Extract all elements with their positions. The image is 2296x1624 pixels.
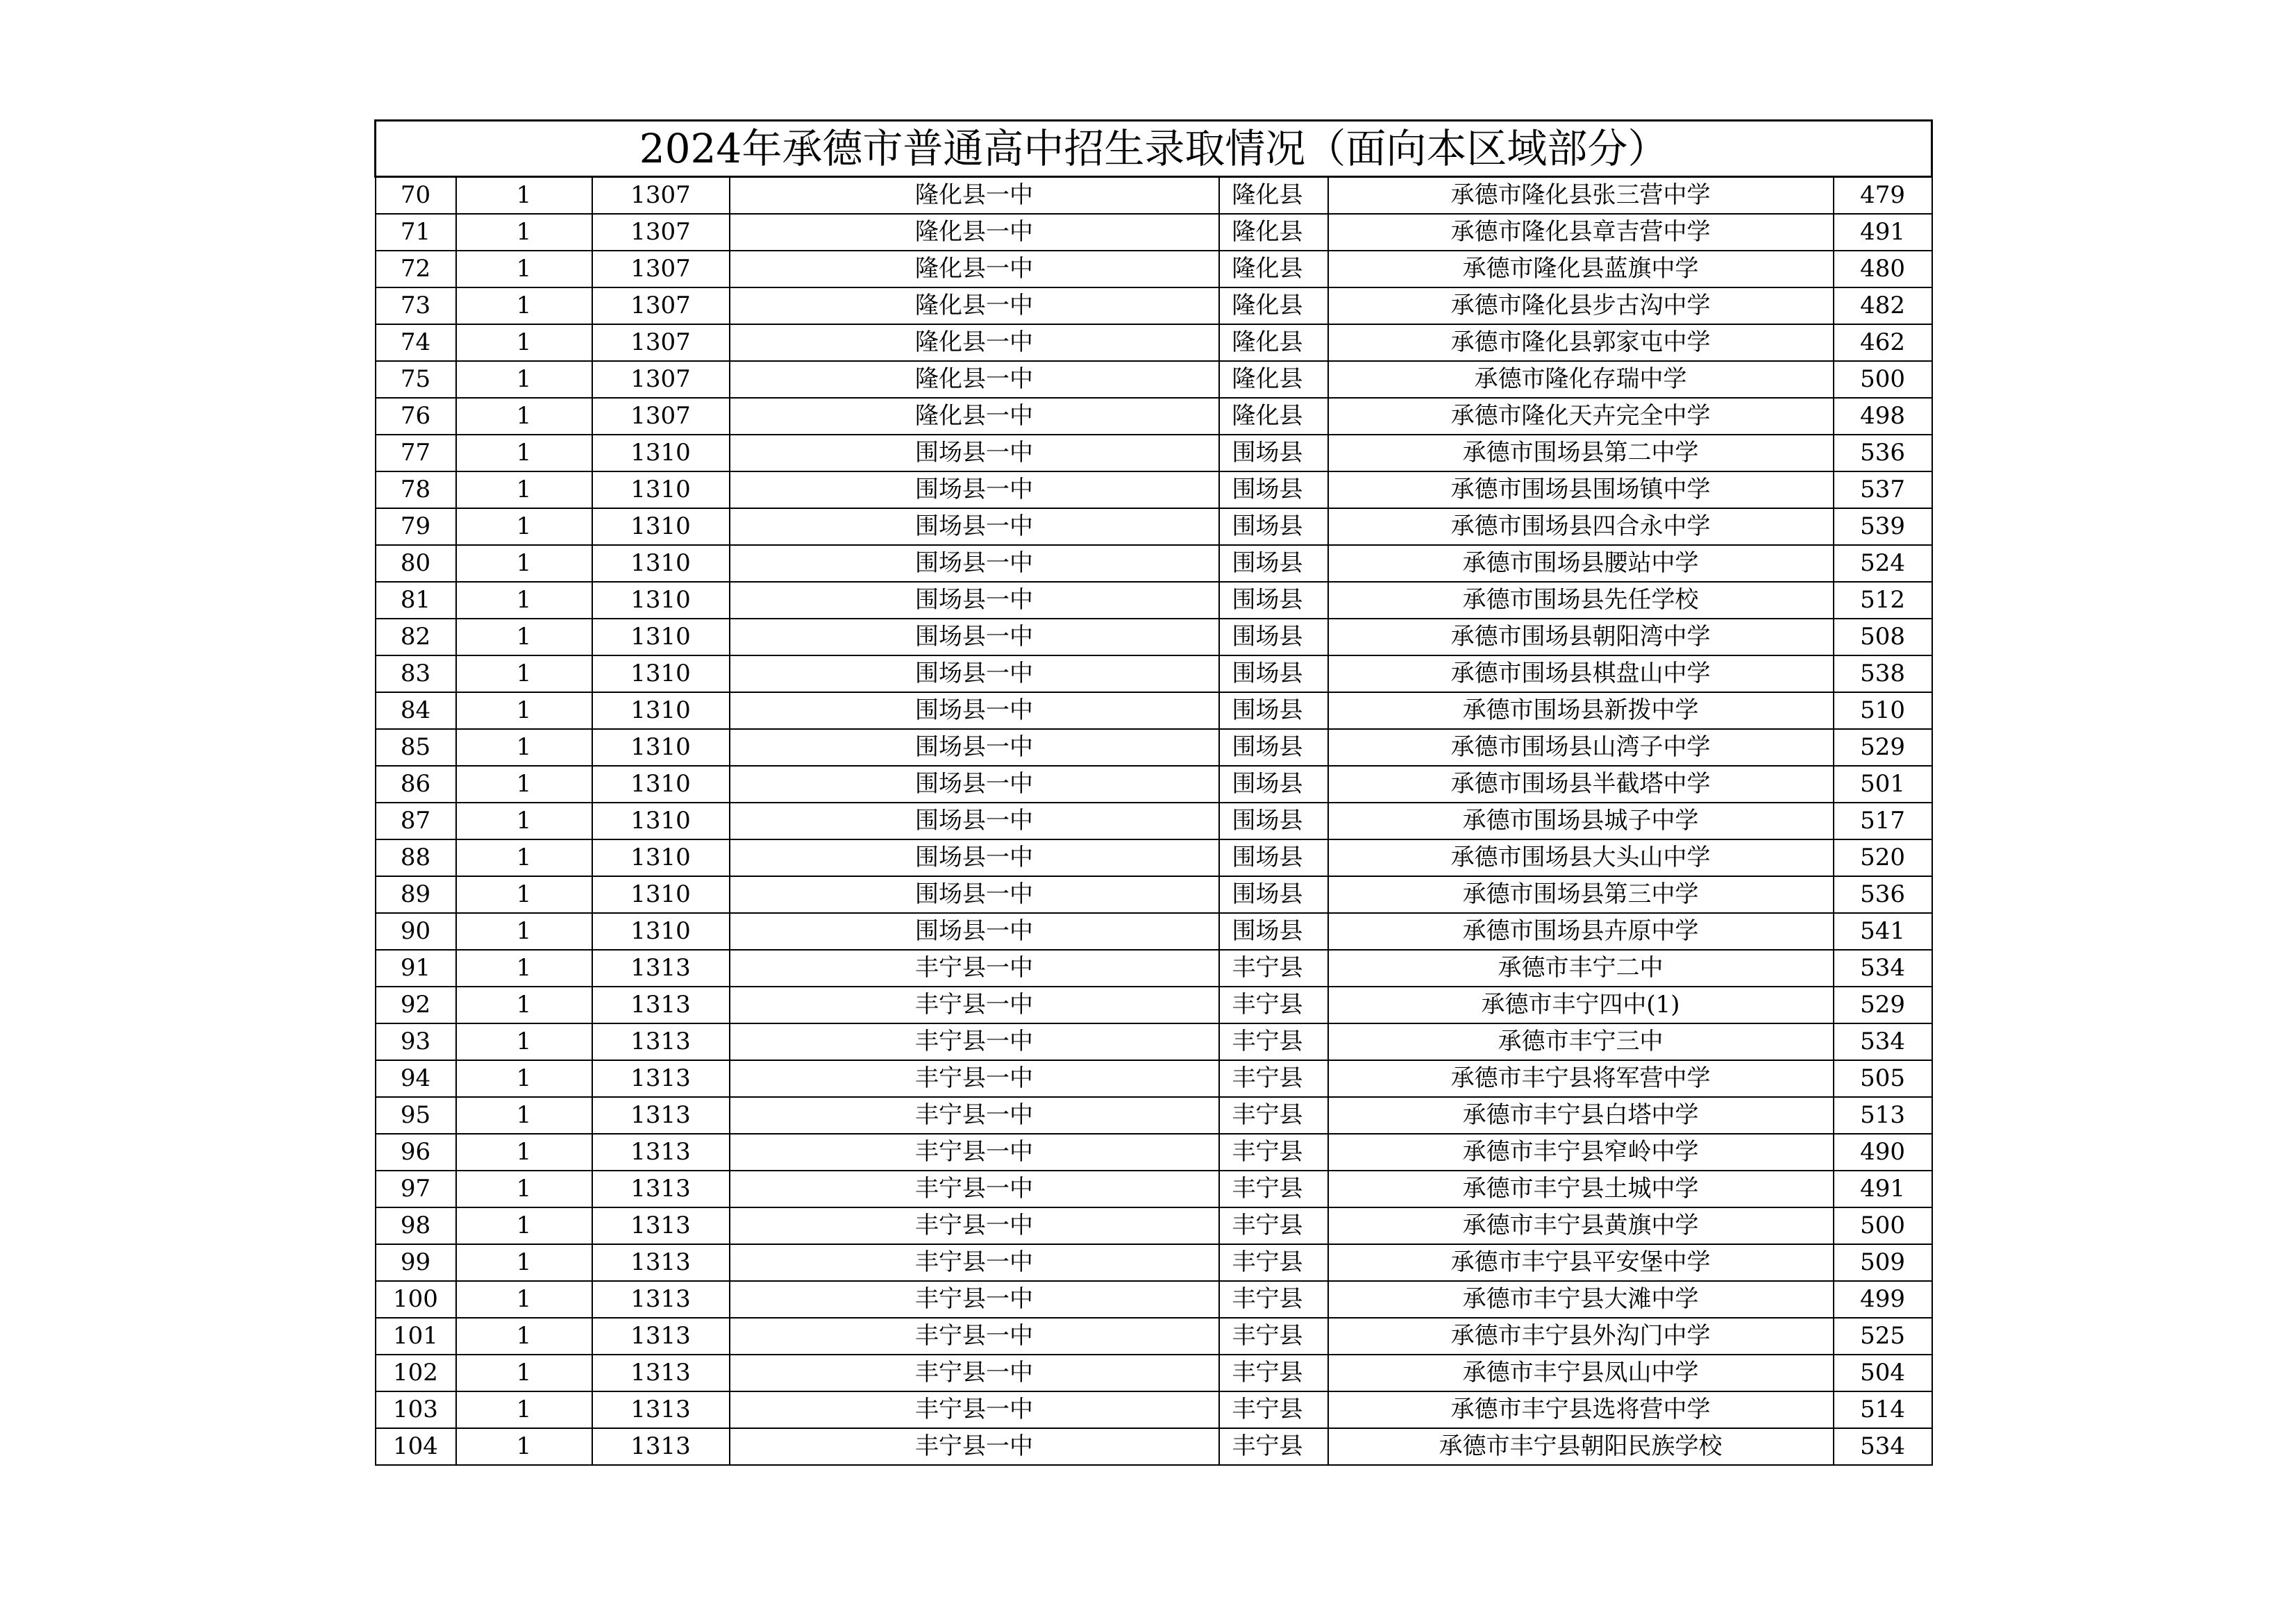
cell-seq: 77 xyxy=(376,435,456,471)
cell-region: 围场县 xyxy=(1219,766,1328,803)
cell-source: 承德市围场县四合永中学 xyxy=(1328,508,1834,545)
cell-score: 490 xyxy=(1834,1134,1932,1171)
cell-code: 1310 xyxy=(592,876,730,913)
table-row xyxy=(376,545,1932,582)
table-row xyxy=(376,435,1932,471)
cell-school: 围场县一中 xyxy=(730,545,1219,582)
cell-seq: 92 xyxy=(376,987,456,1023)
table-row xyxy=(376,214,1932,251)
cell-type: 1 xyxy=(456,839,592,876)
cell-score: 513 xyxy=(1834,1097,1932,1134)
cell-type: 1 xyxy=(456,545,592,582)
cell-region: 隆化县 xyxy=(1219,398,1328,435)
cell-school: 围场县一中 xyxy=(730,435,1219,471)
table-row xyxy=(376,1060,1932,1097)
table-row xyxy=(376,1355,1932,1391)
cell-code: 1307 xyxy=(592,251,730,287)
cell-region: 围场县 xyxy=(1219,471,1328,508)
cell-seq: 94 xyxy=(376,1060,456,1097)
cell-source: 承德市丰宁县白塔中学 xyxy=(1328,1097,1834,1134)
cell-source: 承德市丰宁县土城中学 xyxy=(1328,1171,1834,1207)
cell-region: 围场县 xyxy=(1219,913,1328,950)
cell-seq: 102 xyxy=(376,1355,456,1391)
cell-region: 丰宁县 xyxy=(1219,987,1328,1023)
cell-seq: 87 xyxy=(376,803,456,839)
cell-score: 524 xyxy=(1834,545,1932,582)
table-row xyxy=(376,766,1932,803)
cell-code: 1313 xyxy=(592,1391,730,1428)
cell-school: 丰宁县一中 xyxy=(730,1097,1219,1134)
cell-code: 1307 xyxy=(592,398,730,435)
cell-seq: 71 xyxy=(376,214,456,251)
cell-score: 499 xyxy=(1834,1281,1932,1318)
cell-type: 1 xyxy=(456,1207,592,1244)
cell-seq: 103 xyxy=(376,1391,456,1428)
cell-school: 丰宁县一中 xyxy=(730,1134,1219,1171)
cell-school: 围场县一中 xyxy=(730,692,1219,729)
table-row xyxy=(376,1428,1932,1465)
cell-seq: 89 xyxy=(376,876,456,913)
cell-score: 537 xyxy=(1834,471,1932,508)
cell-type: 1 xyxy=(456,692,592,729)
cell-code: 1310 xyxy=(592,619,730,655)
cell-source: 承德市隆化县章吉营中学 xyxy=(1328,214,1834,251)
cell-region: 围场县 xyxy=(1219,803,1328,839)
cell-code: 1310 xyxy=(592,729,730,766)
cell-type: 1 xyxy=(456,1391,592,1428)
cell-source: 承德市围场县卉原中学 xyxy=(1328,913,1834,950)
admissions-table xyxy=(374,119,1933,1466)
cell-school: 围场县一中 xyxy=(730,729,1219,766)
cell-type: 1 xyxy=(456,1318,592,1355)
cell-school: 围场县一中 xyxy=(730,839,1219,876)
cell-region: 隆化县 xyxy=(1219,214,1328,251)
cell-source: 承德市隆化县郭家屯中学 xyxy=(1328,324,1834,361)
cell-type: 1 xyxy=(456,876,592,913)
cell-source: 承德市丰宁县大滩中学 xyxy=(1328,1281,1834,1318)
cell-score: 480 xyxy=(1834,251,1932,287)
cell-code: 1313 xyxy=(592,1281,730,1318)
cell-school: 丰宁县一中 xyxy=(730,1023,1219,1060)
cell-code: 1310 xyxy=(592,508,730,545)
cell-source: 承德市围场县大头山中学 xyxy=(1328,839,1834,876)
cell-region: 丰宁县 xyxy=(1219,1244,1328,1281)
cell-source: 承德市丰宁县凤山中学 xyxy=(1328,1355,1834,1391)
cell-score: 498 xyxy=(1834,398,1932,435)
cell-score: 536 xyxy=(1834,876,1932,913)
cell-seq: 101 xyxy=(376,1318,456,1355)
cell-seq: 95 xyxy=(376,1097,456,1134)
cell-source: 承德市隆化县蓝旗中学 xyxy=(1328,251,1834,287)
table-row xyxy=(376,655,1932,692)
cell-code: 1310 xyxy=(592,545,730,582)
cell-seq: 99 xyxy=(376,1244,456,1281)
cell-source: 承德市围场县朝阳湾中学 xyxy=(1328,619,1834,655)
cell-code: 1310 xyxy=(592,435,730,471)
cell-score: 479 xyxy=(1834,177,1932,215)
cell-score: 462 xyxy=(1834,324,1932,361)
table-row xyxy=(376,729,1932,766)
cell-source: 承德市丰宁二中 xyxy=(1328,950,1834,987)
cell-school: 丰宁县一中 xyxy=(730,1318,1219,1355)
cell-source: 承德市丰宁县朝阳民族学校 xyxy=(1328,1428,1834,1465)
table-row xyxy=(376,324,1932,361)
cell-score: 491 xyxy=(1834,1171,1932,1207)
cell-type: 1 xyxy=(456,508,592,545)
cell-source: 承德市围场县第三中学 xyxy=(1328,876,1834,913)
cell-source: 承德市围场县腰站中学 xyxy=(1328,545,1834,582)
cell-school: 丰宁县一中 xyxy=(730,1171,1219,1207)
cell-seq: 86 xyxy=(376,766,456,803)
cell-seq: 93 xyxy=(376,1023,456,1060)
cell-region: 隆化县 xyxy=(1219,287,1328,324)
cell-score: 534 xyxy=(1834,1023,1932,1060)
cell-region: 围场县 xyxy=(1219,729,1328,766)
cell-source: 承德市隆化存瑞中学 xyxy=(1328,361,1834,398)
cell-school: 丰宁县一中 xyxy=(730,1244,1219,1281)
cell-seq: 96 xyxy=(376,1134,456,1171)
table-row xyxy=(376,1097,1932,1134)
cell-code: 1310 xyxy=(592,655,730,692)
cell-source: 承德市围场县新拨中学 xyxy=(1328,692,1834,729)
cell-code: 1313 xyxy=(592,1023,730,1060)
cell-score: 512 xyxy=(1834,582,1932,619)
cell-score: 538 xyxy=(1834,655,1932,692)
cell-source: 承德市围场县半截塔中学 xyxy=(1328,766,1834,803)
cell-seq: 85 xyxy=(376,729,456,766)
table-body xyxy=(376,121,1932,1466)
cell-type: 1 xyxy=(456,766,592,803)
table-row xyxy=(376,1244,1932,1281)
cell-score: 517 xyxy=(1834,803,1932,839)
cell-school: 隆化县一中 xyxy=(730,251,1219,287)
cell-school: 隆化县一中 xyxy=(730,177,1219,215)
cell-code: 1313 xyxy=(592,1134,730,1171)
cell-source: 承德市丰宁县黄旗中学 xyxy=(1328,1207,1834,1244)
cell-type: 1 xyxy=(456,950,592,987)
cell-school: 围场县一中 xyxy=(730,508,1219,545)
cell-code: 1307 xyxy=(592,177,730,215)
cell-school: 隆化县一中 xyxy=(730,324,1219,361)
table-row xyxy=(376,1207,1932,1244)
cell-source: 承德市围场县第二中学 xyxy=(1328,435,1834,471)
cell-region: 丰宁县 xyxy=(1219,1023,1328,1060)
table-row xyxy=(376,582,1932,619)
cell-region: 隆化县 xyxy=(1219,177,1328,215)
cell-score: 501 xyxy=(1834,766,1932,803)
cell-source: 承德市丰宁三中 xyxy=(1328,1023,1834,1060)
cell-code: 1313 xyxy=(592,1355,730,1391)
document-sheet xyxy=(374,119,1931,1466)
cell-school: 围场县一中 xyxy=(730,803,1219,839)
cell-type: 1 xyxy=(456,435,592,471)
cell-score: 529 xyxy=(1834,987,1932,1023)
cell-type: 1 xyxy=(456,1097,592,1134)
table-row xyxy=(376,1281,1932,1318)
cell-region: 围场县 xyxy=(1219,655,1328,692)
cell-source: 承德市丰宁县外沟门中学 xyxy=(1328,1318,1834,1355)
cell-school: 围场县一中 xyxy=(730,471,1219,508)
cell-seq: 76 xyxy=(376,398,456,435)
cell-region: 围场县 xyxy=(1219,435,1328,471)
cell-seq: 74 xyxy=(376,324,456,361)
table-row xyxy=(376,287,1932,324)
cell-code: 1310 xyxy=(592,839,730,876)
cell-type: 1 xyxy=(456,214,592,251)
cell-school: 丰宁县一中 xyxy=(730,1281,1219,1318)
title-row xyxy=(376,121,1932,177)
cell-source: 承德市丰宁四中(1) xyxy=(1328,987,1834,1023)
cell-source: 承德市围场县棋盘山中学 xyxy=(1328,655,1834,692)
cell-code: 1307 xyxy=(592,324,730,361)
cell-type: 1 xyxy=(456,471,592,508)
cell-seq: 97 xyxy=(376,1171,456,1207)
cell-type: 1 xyxy=(456,582,592,619)
cell-score: 482 xyxy=(1834,287,1932,324)
cell-type: 1 xyxy=(456,619,592,655)
cell-code: 1310 xyxy=(592,582,730,619)
cell-score: 525 xyxy=(1834,1318,1932,1355)
cell-region: 丰宁县 xyxy=(1219,1428,1328,1465)
cell-type: 1 xyxy=(456,913,592,950)
cell-code: 1310 xyxy=(592,803,730,839)
table-row xyxy=(376,619,1932,655)
cell-code: 1313 xyxy=(592,1207,730,1244)
table-row xyxy=(376,839,1932,876)
cell-type: 1 xyxy=(456,803,592,839)
cell-score: 529 xyxy=(1834,729,1932,766)
cell-region: 丰宁县 xyxy=(1219,1207,1328,1244)
cell-region: 围场县 xyxy=(1219,619,1328,655)
cell-type: 1 xyxy=(456,287,592,324)
cell-school: 围场县一中 xyxy=(730,766,1219,803)
cell-region: 丰宁县 xyxy=(1219,1318,1328,1355)
table-row xyxy=(376,692,1932,729)
cell-source: 承德市隆化县步古沟中学 xyxy=(1328,287,1834,324)
cell-seq: 82 xyxy=(376,619,456,655)
cell-school: 围场县一中 xyxy=(730,619,1219,655)
cell-score: 505 xyxy=(1834,1060,1932,1097)
cell-seq: 88 xyxy=(376,839,456,876)
cell-code: 1307 xyxy=(592,287,730,324)
cell-code: 1310 xyxy=(592,766,730,803)
cell-code: 1313 xyxy=(592,1244,730,1281)
cell-score: 504 xyxy=(1834,1355,1932,1391)
cell-region: 丰宁县 xyxy=(1219,1171,1328,1207)
cell-seq: 73 xyxy=(376,287,456,324)
cell-code: 1310 xyxy=(592,471,730,508)
cell-type: 1 xyxy=(456,1171,592,1207)
cell-seq: 81 xyxy=(376,582,456,619)
cell-score: 541 xyxy=(1834,913,1932,950)
table-row xyxy=(376,1171,1932,1207)
table-row xyxy=(376,398,1932,435)
table-row xyxy=(376,1134,1932,1171)
cell-score: 536 xyxy=(1834,435,1932,471)
table-row xyxy=(376,508,1932,545)
cell-source: 承德市丰宁县平安堡中学 xyxy=(1328,1244,1834,1281)
cell-code: 1307 xyxy=(592,361,730,398)
cell-type: 1 xyxy=(456,1023,592,1060)
cell-type: 1 xyxy=(456,1355,592,1391)
cell-score: 520 xyxy=(1834,839,1932,876)
cell-seq: 72 xyxy=(376,251,456,287)
cell-region: 丰宁县 xyxy=(1219,1391,1328,1428)
cell-seq: 98 xyxy=(376,1207,456,1244)
cell-source: 承德市丰宁县窄岭中学 xyxy=(1328,1134,1834,1171)
cell-type: 1 xyxy=(456,655,592,692)
table-row xyxy=(376,876,1932,913)
cell-seq: 91 xyxy=(376,950,456,987)
table-row xyxy=(376,1023,1932,1060)
cell-code: 1310 xyxy=(592,913,730,950)
table-row xyxy=(376,361,1932,398)
cell-source: 承德市围场县山湾子中学 xyxy=(1328,729,1834,766)
cell-school: 丰宁县一中 xyxy=(730,1207,1219,1244)
cell-score: 510 xyxy=(1834,692,1932,729)
cell-seq: 75 xyxy=(376,361,456,398)
cell-seq: 70 xyxy=(376,177,456,215)
cell-region: 丰宁县 xyxy=(1219,950,1328,987)
cell-region: 丰宁县 xyxy=(1219,1060,1328,1097)
cell-school: 丰宁县一中 xyxy=(730,1355,1219,1391)
table-row xyxy=(376,251,1932,287)
cell-region: 围场县 xyxy=(1219,545,1328,582)
cell-school: 丰宁县一中 xyxy=(730,1428,1219,1465)
cell-type: 1 xyxy=(456,361,592,398)
cell-school: 隆化县一中 xyxy=(730,398,1219,435)
cell-region: 围场县 xyxy=(1219,508,1328,545)
table-row xyxy=(376,913,1932,950)
cell-region: 丰宁县 xyxy=(1219,1134,1328,1171)
cell-code: 1313 xyxy=(592,1318,730,1355)
cell-type: 1 xyxy=(456,177,592,215)
cell-score: 534 xyxy=(1834,950,1932,987)
cell-school: 隆化县一中 xyxy=(730,214,1219,251)
cell-score: 514 xyxy=(1834,1391,1932,1428)
cell-code: 1313 xyxy=(592,1171,730,1207)
cell-type: 1 xyxy=(456,729,592,766)
cell-code: 1310 xyxy=(592,692,730,729)
cell-school: 围场县一中 xyxy=(730,582,1219,619)
cell-source: 承德市丰宁县将军营中学 xyxy=(1328,1060,1834,1097)
cell-type: 1 xyxy=(456,398,592,435)
cell-seq: 79 xyxy=(376,508,456,545)
cell-school: 丰宁县一中 xyxy=(730,987,1219,1023)
cell-source: 承德市丰宁县选将营中学 xyxy=(1328,1391,1834,1428)
table-row xyxy=(376,987,1932,1023)
cell-seq: 80 xyxy=(376,545,456,582)
cell-region: 丰宁县 xyxy=(1219,1281,1328,1318)
table-row xyxy=(376,803,1932,839)
cell-region: 隆化县 xyxy=(1219,324,1328,361)
cell-region: 围场县 xyxy=(1219,876,1328,913)
cell-school: 丰宁县一中 xyxy=(730,950,1219,987)
cell-seq: 104 xyxy=(376,1428,456,1465)
cell-type: 1 xyxy=(456,1134,592,1171)
cell-code: 1313 xyxy=(592,1060,730,1097)
cell-school: 围场县一中 xyxy=(730,655,1219,692)
cell-type: 1 xyxy=(456,1281,592,1318)
cell-score: 500 xyxy=(1834,361,1932,398)
cell-school: 隆化县一中 xyxy=(730,361,1219,398)
cell-seq: 78 xyxy=(376,471,456,508)
cell-school: 围场县一中 xyxy=(730,876,1219,913)
cell-school: 围场县一中 xyxy=(730,913,1219,950)
cell-score: 539 xyxy=(1834,508,1932,545)
cell-type: 1 xyxy=(456,1244,592,1281)
cell-type: 1 xyxy=(456,1428,592,1465)
cell-score: 509 xyxy=(1834,1244,1932,1281)
cell-type: 1 xyxy=(456,324,592,361)
table-row xyxy=(376,1391,1932,1428)
cell-score: 500 xyxy=(1834,1207,1932,1244)
cell-region: 隆化县 xyxy=(1219,251,1328,287)
cell-source: 承德市围场县城子中学 xyxy=(1328,803,1834,839)
cell-code: 1313 xyxy=(592,1097,730,1134)
cell-type: 1 xyxy=(456,987,592,1023)
table-row xyxy=(376,177,1932,215)
cell-region: 隆化县 xyxy=(1219,361,1328,398)
cell-code: 1313 xyxy=(592,950,730,987)
cell-source: 承德市围场县先任学校 xyxy=(1328,582,1834,619)
document-title: 2024年承德市普通高中招生录取情况（面向本区域部分） xyxy=(376,121,1932,177)
cell-code: 1307 xyxy=(592,214,730,251)
cell-region: 丰宁县 xyxy=(1219,1355,1328,1391)
cell-score: 508 xyxy=(1834,619,1932,655)
cell-school: 丰宁县一中 xyxy=(730,1060,1219,1097)
table-row xyxy=(376,471,1932,508)
cell-code: 1313 xyxy=(592,987,730,1023)
table-row xyxy=(376,1318,1932,1355)
cell-type: 1 xyxy=(456,251,592,287)
cell-region: 围场县 xyxy=(1219,692,1328,729)
cell-code: 1313 xyxy=(592,1428,730,1465)
cell-seq: 90 xyxy=(376,913,456,950)
cell-score: 534 xyxy=(1834,1428,1932,1465)
cell-source: 承德市隆化天卉完全中学 xyxy=(1328,398,1834,435)
cell-type: 1 xyxy=(456,1060,592,1097)
cell-school: 隆化县一中 xyxy=(730,287,1219,324)
cell-seq: 83 xyxy=(376,655,456,692)
cell-region: 围场县 xyxy=(1219,582,1328,619)
cell-seq: 84 xyxy=(376,692,456,729)
cell-region: 丰宁县 xyxy=(1219,1097,1328,1134)
table-row xyxy=(376,950,1932,987)
cell-region: 围场县 xyxy=(1219,839,1328,876)
cell-source: 承德市围场县围场镇中学 xyxy=(1328,471,1834,508)
cell-seq: 100 xyxy=(376,1281,456,1318)
cell-score: 491 xyxy=(1834,214,1932,251)
cell-source: 承德市隆化县张三营中学 xyxy=(1328,177,1834,215)
cell-school: 丰宁县一中 xyxy=(730,1391,1219,1428)
